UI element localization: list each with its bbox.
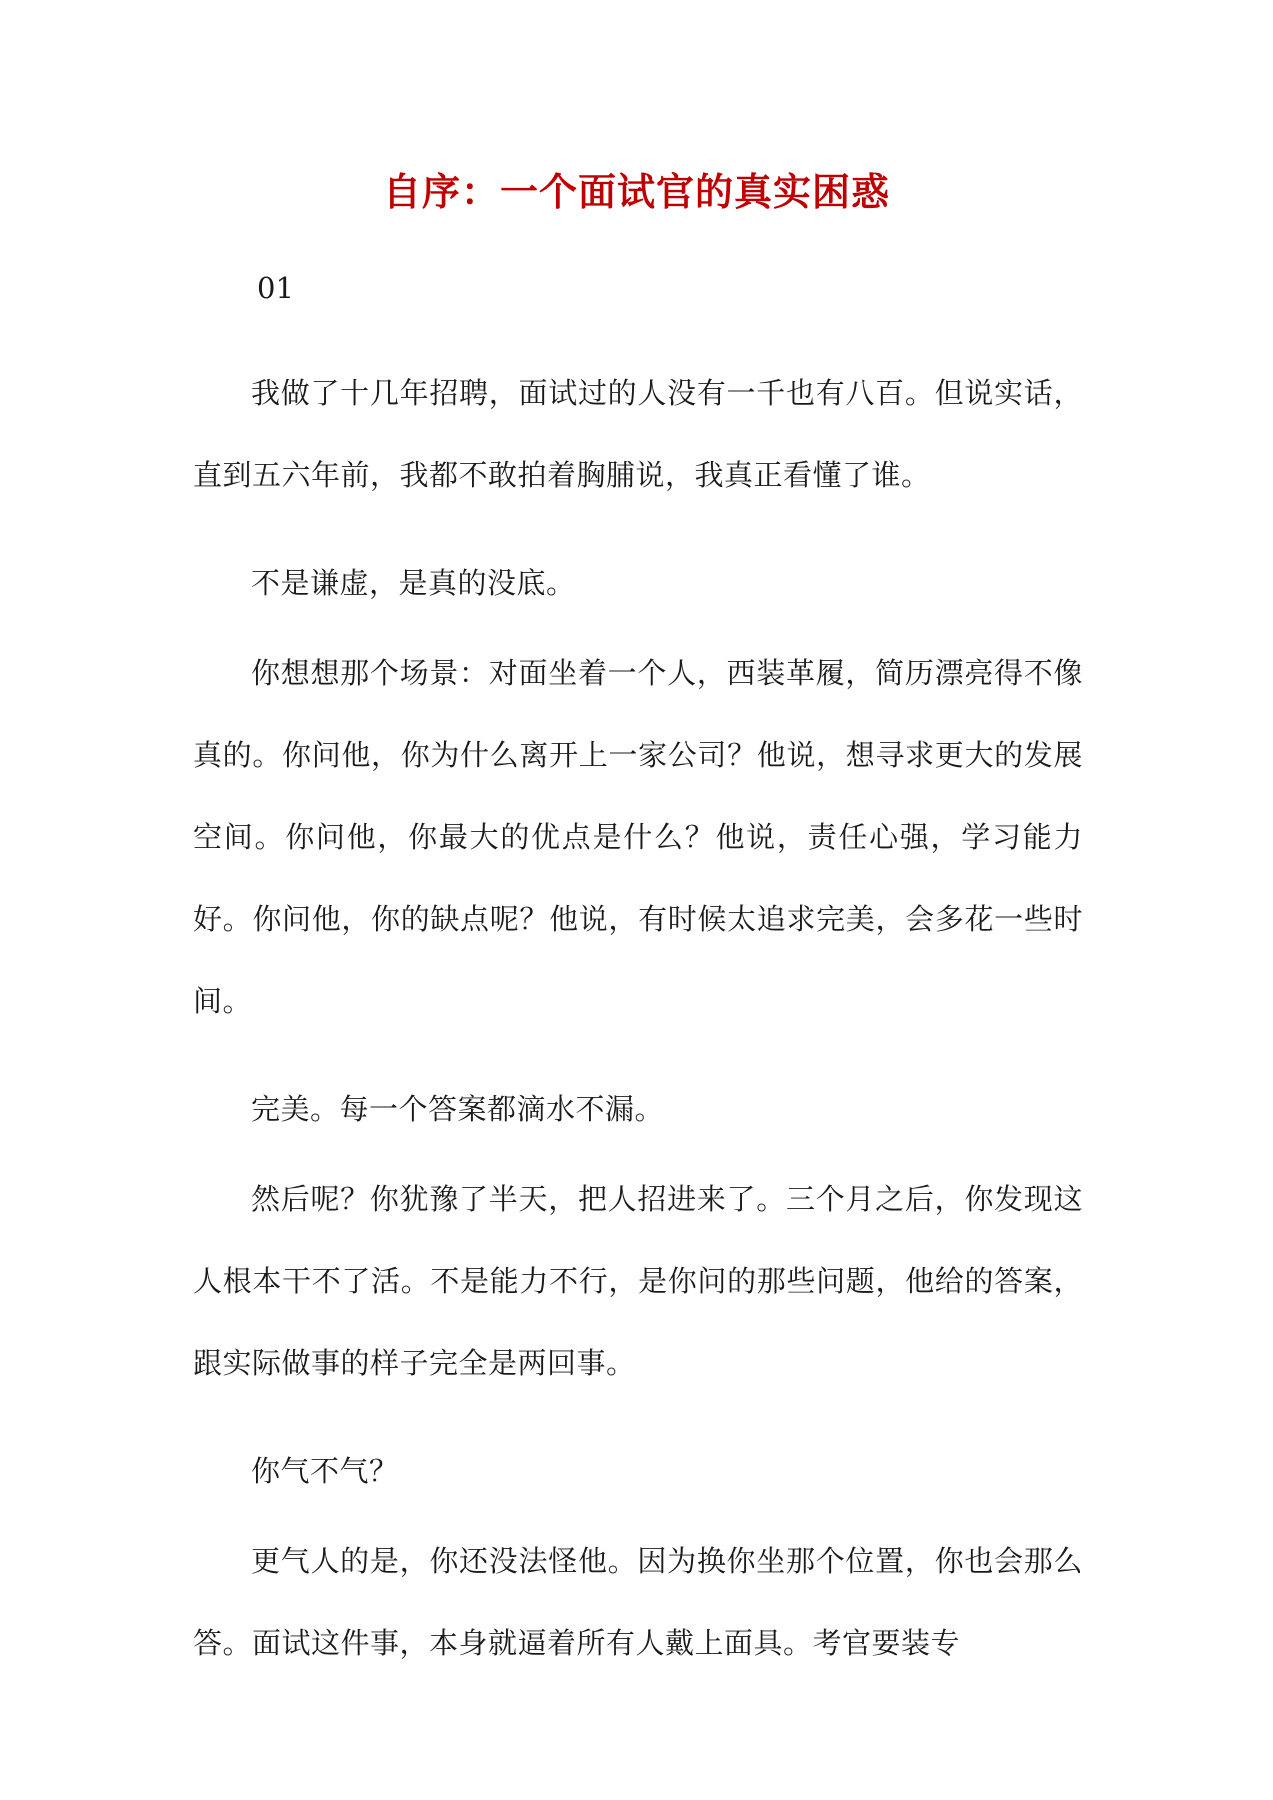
- paragraph: 完美。每一个答案都滴水不漏。: [251, 1092, 665, 1126]
- section-number: 01: [257, 271, 294, 305]
- paragraph: 你想想那个场景：对面坐着一个人，西装革履，简历漂亮得不像真的。你问他，你为什么离开上一家公司？他说，想寻求更大的发展空间。你问他，你最大的优点是什么？他说，责任心强，学习能力好。你问他，你的缺点呢？他说，有时候太追求完美，会多花一些时间。: [193, 656, 1083, 1018]
- body-text: [193, 352, 1083, 1710]
- document-title: 自序：一个面试官的真实困惑: [382, 170, 890, 214]
- paragraph: 你气不气？: [251, 1454, 399, 1488]
- paragraph: 然后呢？你犹豫了半天，把人招进来了。三个月之后，你发现这人根本干不了活。不是能力不行，是你问的那些问题，他给的答案，跟实际做事的样子完全是两回事。: [193, 1182, 1083, 1380]
- paragraph: 我做了十几年招聘，面试过的人没有一千也有八百。但说实话，直到五六年前，我都不敢拍着胸脯说，我真正看懂了谁。: [193, 376, 1083, 492]
- paragraph: 不是谦虚，是真的没底。: [251, 566, 576, 600]
- paragraph: 更气人的是，你还没法怪他。因为换你坐那个位置，你也会那么答。面试这件事，本身就逼着所有人戴上面具。考官要装专: [193, 1544, 1083, 1660]
